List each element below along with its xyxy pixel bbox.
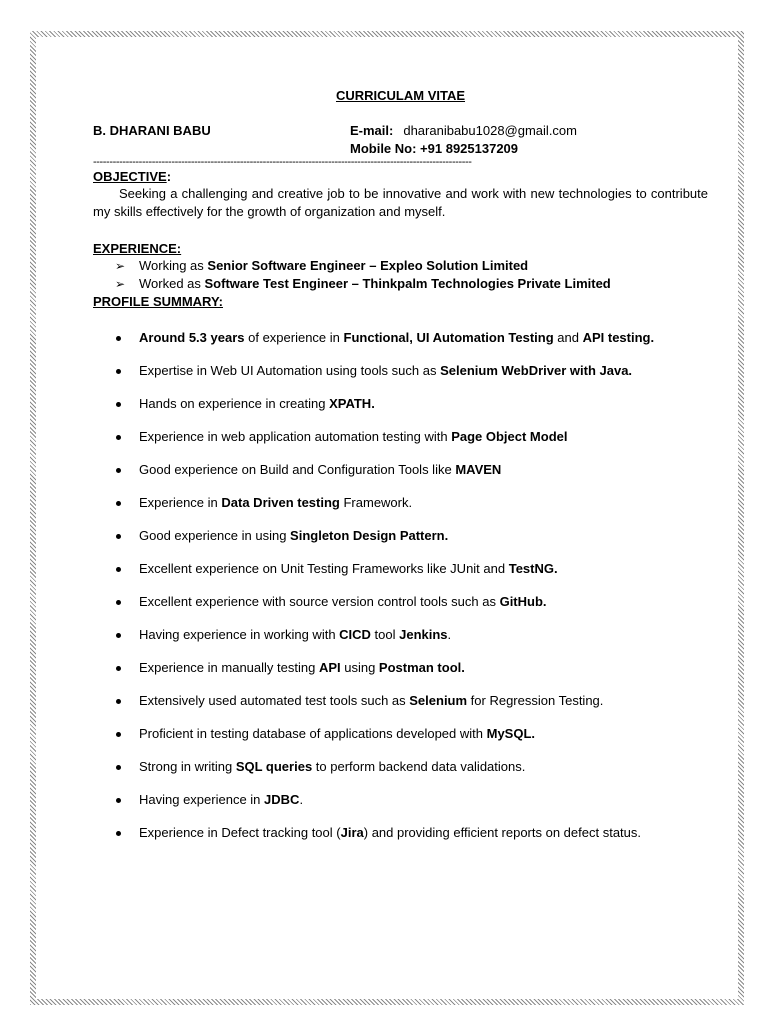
profile-summary-heading: PROFILE SUMMARY: xyxy=(93,294,223,309)
bullet-dot-icon xyxy=(116,798,121,803)
bullet-dot-icon xyxy=(116,468,121,473)
item-bold-text: XPATH. xyxy=(329,396,375,411)
profile-summary-item xyxy=(93,522,708,549)
experience-role: Software Test Engineer – Thinkpalm Technologies Private Limited xyxy=(204,276,611,291)
profile-summary-item xyxy=(93,555,708,582)
item-text: Excellent experience on Unit Testing Frameworks like JUnit and xyxy=(139,561,509,576)
profile-summary-item xyxy=(93,456,708,483)
item-bold-text: SQL queries xyxy=(235,759,313,774)
experience-list xyxy=(93,257,708,293)
profile-summary-item xyxy=(93,720,708,747)
item-text: tool xyxy=(370,627,400,642)
item-text: Strong in writing xyxy=(139,759,236,774)
objective-heading xyxy=(93,168,708,185)
email-label: E-mail: xyxy=(350,123,394,138)
email-value[interactable]: dharanibabu1028@gmail.com xyxy=(403,123,577,138)
item-bold-text: Singleton Design Pattern. xyxy=(290,528,449,543)
candidate-name: B. DHARANI BABU xyxy=(93,123,211,138)
bullet-dot-icon xyxy=(116,765,121,770)
item-text: Extensively used automated test tools such as xyxy=(139,693,410,708)
profile-summary-item xyxy=(93,786,708,813)
bullet-dot-icon xyxy=(116,336,121,341)
item-bold-text: Postman tool. xyxy=(378,660,465,675)
document-title: CURRICULAM VITAE xyxy=(335,88,466,103)
item-text: for Regression Testing. xyxy=(467,693,604,708)
item-bold-text: Around 5.3 years xyxy=(139,330,245,345)
item-text: Experience in web application automation testing with xyxy=(139,429,452,444)
divider-rule: -------------------------------------------------------------------------------------------------------------------- xyxy=(93,158,472,168)
item-text: Experience in Defect tracking tool ( xyxy=(139,825,341,840)
objective-text: Seeking a challenging and creative job to be innovative and work with new technologies to contribute my skills effectively for the growth of organization and myself. xyxy=(93,186,708,219)
mobile-line: Mobile No: +91 8925137209 xyxy=(350,141,519,156)
bullet-dot-icon xyxy=(116,567,121,572)
item-text: of experience in xyxy=(244,330,344,345)
item-bold-text: Selenium xyxy=(409,693,468,708)
item-text: Framework. xyxy=(339,495,413,510)
profile-summary-item xyxy=(93,654,708,681)
item-bold-text: GitHub. xyxy=(499,594,547,609)
item-bold-text: MAVEN xyxy=(455,462,502,477)
bullet-dot-icon xyxy=(116,534,121,539)
profile-summary-item xyxy=(93,588,708,615)
item-text: to perform backend data validations. xyxy=(312,759,526,774)
item-bold-text: Jira xyxy=(340,825,364,840)
bullet-dot-icon xyxy=(116,369,121,374)
email-line xyxy=(350,122,577,140)
profile-summary-item xyxy=(93,390,708,417)
experience-role: Senior Software Engineer – Expleo Solution Limited xyxy=(207,258,529,273)
experience-prefix: Working as xyxy=(139,258,208,273)
experience-heading: EXPERIENCE: xyxy=(93,241,182,256)
item-text: and xyxy=(553,330,583,345)
bullet-dot-icon xyxy=(116,435,121,440)
arrow-bullet-icon: ➢ xyxy=(115,259,126,273)
bullet-dot-icon xyxy=(116,501,121,506)
item-text: Proficient in testing database of applications developed with xyxy=(139,726,487,741)
experience-prefix: Worked as xyxy=(139,276,205,291)
item-text: Excellent experience with source version control tools such as xyxy=(139,594,500,609)
profile-summary-item xyxy=(93,753,708,780)
header-row xyxy=(93,122,708,158)
objective-heading-colon: : xyxy=(166,169,172,184)
item-text: Having experience in working with xyxy=(139,627,340,642)
profile-summary-item xyxy=(93,423,708,450)
profile-summary-item xyxy=(93,687,708,714)
item-bold-text: Data Driven testing xyxy=(221,495,340,510)
bullet-dot-icon xyxy=(116,831,121,836)
objective-heading-text: OBJECTIVE xyxy=(93,169,167,184)
arrow-bullet-icon: ➢ xyxy=(115,277,126,291)
item-bold-text: Page Object Model xyxy=(451,429,568,444)
item-text: Good experience on Build and Configuration Tools like xyxy=(139,462,456,477)
item-text: using xyxy=(340,660,379,675)
profile-summary-item xyxy=(93,621,708,648)
profile-summary-item xyxy=(93,819,708,846)
bullet-dot-icon xyxy=(116,732,121,737)
profile-summary-item xyxy=(93,489,708,516)
item-text: Having experience in xyxy=(139,792,265,807)
profile-summary-item xyxy=(93,324,708,351)
item-text: Good experience in using xyxy=(139,528,291,543)
item-text: Hands on experience in creating xyxy=(139,396,330,411)
item-text: Experience in xyxy=(139,495,222,510)
bullet-dot-icon xyxy=(116,600,121,605)
item-text: Expertise in Web UI Automation using tools such as xyxy=(139,363,441,378)
bullet-dot-icon xyxy=(116,699,121,704)
item-bold-text: API xyxy=(318,660,341,675)
item-text: Experience in manually testing xyxy=(139,660,319,675)
item-bold-text: TestNG. xyxy=(508,561,558,576)
item-bold-text: Selenium WebDriver with Java. xyxy=(440,363,633,378)
bullet-dot-icon xyxy=(116,633,121,638)
experience-item xyxy=(115,257,708,275)
item-bold-text: JDBC xyxy=(264,792,300,807)
item-bold-text: Jenkins xyxy=(399,627,448,642)
profile-summary-item xyxy=(93,357,708,384)
profile-summary-list xyxy=(93,324,708,846)
item-bold-text: Functional, UI Automation Testing xyxy=(343,330,554,345)
item-text: . xyxy=(299,792,304,807)
experience-item xyxy=(115,275,708,293)
bullet-dot-icon xyxy=(116,666,121,671)
item-text: . xyxy=(447,627,452,642)
item-bold-text: API testing. xyxy=(582,330,655,345)
resume-content xyxy=(93,86,708,852)
item-bold-text: CICD xyxy=(339,627,371,642)
item-bold-text: MySQL. xyxy=(486,726,536,741)
contact-block xyxy=(350,122,577,158)
bullet-dot-icon xyxy=(116,402,121,407)
item-text: ) and providing efficient reports on defect status. xyxy=(363,825,642,840)
